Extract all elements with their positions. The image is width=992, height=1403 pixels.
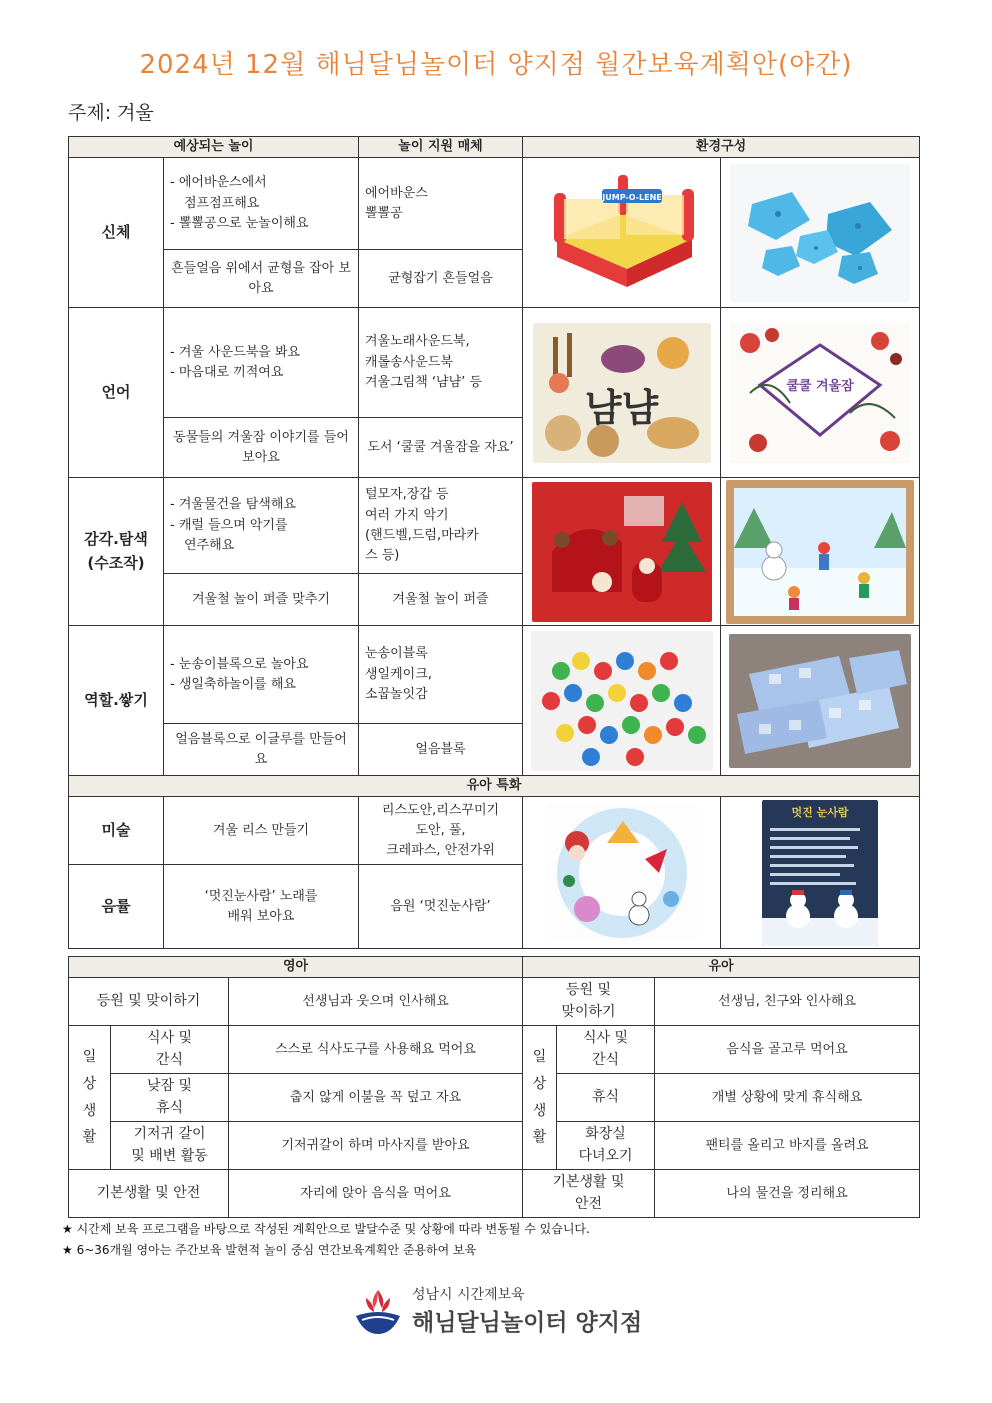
infant-header: 영아 [69,957,523,978]
music-play: ‘멋진눈사람’ 노래를 배워 보아요 [164,865,359,949]
toddler-basic-value: 나의 물건을 정리해요 [655,1170,920,1218]
infant-meal-label: 식사 및 간식 [111,1026,229,1074]
sensory-play1: - 겨울물건을 탐색해요 - 캐럴 들으며 악기를 연주해요 [164,478,359,574]
toddler-header: 유아 [523,957,920,978]
header-play: 예상되는 놀이 [69,137,359,158]
subject-label: 주제: 겨울 [68,102,154,124]
toddler-meal-value: 음식을 골고루 먹어요 [655,1026,920,1074]
daily-table [68,956,920,1218]
env-image-sleep-book [721,308,920,478]
role-media1: 눈송이블록 생일케이크, 소꿉놀잇감 [359,626,523,724]
infant-nap-label: 낮잠 및 휴식 [111,1074,229,1122]
infant-meal-value: 스스로 식사도구를 사용해요 먹어요 [229,1026,523,1074]
special-header: 유아 특화 [69,776,920,797]
category-art: 미술 [69,797,164,865]
logo-emblem-icon [352,1286,404,1338]
toddler-daily-side-label: 일 상 생 활 [523,1026,557,1170]
infant-arrival-value: 선생님과 웃으며 인사해요 [229,978,523,1026]
env-image-bounce-house [523,158,721,308]
category-music: 음률 [69,865,164,949]
role-media2: 얼음블록 [359,724,523,776]
category-sensory: 감각.탐색 (수조작) [69,478,164,626]
language-play2: 동물들의 겨울잠 이야기를 들어보아요 [164,418,359,478]
infant-diaper-value: 기저귀갈이 하며 마사지를 받아요 [229,1122,523,1170]
page-title: 2024년 12월 해님달님놀이터 양지점 월간보육계획안(야간) [139,50,853,80]
toddler-arrival-label: 등원 및 맞이하기 [523,978,655,1026]
infant-daily-side-label: 일 상 생 활 [69,1026,111,1170]
music-media: 음원 ‘멋진눈사람’ [359,865,523,949]
toddler-rest-label: 휴식 [557,1074,655,1122]
logo-name: 해님달님놀이터 양지점 [412,1310,643,1336]
env-image-snow-blocks [523,626,721,776]
header-env: 환경구성 [523,137,920,158]
env-image-snowman-poster [721,797,920,949]
poster-title: 멋진 눈사람 [791,805,849,819]
env-image-ice-blocks [721,626,920,776]
env-image-wreath [523,797,721,949]
infant-nap-value: 춥지 않게 이불을 꼭 덮고 자요 [229,1074,523,1122]
env-image-winter-puzzle [721,478,920,626]
bounce-house-label: JUMP-O-LENE [601,193,662,203]
env-image-snow-stones [721,158,920,308]
language-media2: 도서 ‘쿨쿨 겨울잠을 자요’ [359,418,523,478]
language-media1: 겨울노래사운드북, 캐롤송사운드북 겨울그림책 ‘냠냠’ 등 [359,308,523,418]
toddler-basic-label: 기본생활 및 안전 [523,1170,655,1218]
sensory-play2: 겨울철 놀이 퍼즐 맞추기 [164,574,359,626]
role-play2: 얼음블록으로 이글루를 만들어요 [164,724,359,776]
body-play2: 흔들얼음 위에서 균형을 잡아 보아요 [164,250,359,308]
infant-basic-label: 기본생활 및 안전 [69,1170,229,1218]
toddler-arrival-value: 선생님, 친구와 인사해요 [655,978,920,1026]
nyam-book-title: 냠냠 [584,385,659,430]
header-media: 놀이 지원 매체 [359,137,523,158]
sensory-media2: 겨울철 놀이 퍼즐 [359,574,523,626]
category-language: 언어 [69,308,164,478]
sensory-media1: 털모자,장갑 등 여러 가지 악기 (핸드벨,드럼,마라카 스 등) [359,478,523,574]
category-body: 신체 [69,158,164,308]
toddler-toilet-value: 팬티를 올리고 바지를 올려요 [655,1122,920,1170]
footnote-1: ★ 시간제 보육 프로그램을 바탕으로 작성된 계획안으로 발달수준 및 상황에 따라 변동될 수 있습니다. [62,1222,590,1236]
footnote-2: ★ 6~36개월 영아는 주간보육 발현적 놀이 중심 연간보육계획안 준용하여 보육 [62,1243,477,1257]
body-media2: 균형잡기 흔들얼음 [359,250,523,308]
body-play1: - 에어바운스에서 점프점프해요 - 뽈뽈공으로 눈놀이해요 [164,158,359,250]
toddler-meal-label: 식사 및 간식 [557,1026,655,1074]
language-play1: - 겨울 사운드북을 봐요 - 마음대로 끼적여요 [164,308,359,418]
logo-subtitle: 성남시 시간제보육 [412,1287,525,1303]
body-media1: 에어바운스 뽈뽈공 [359,158,523,250]
infant-basic-value: 자리에 앉아 음식을 먹어요 [229,1170,523,1218]
logo [352,1282,652,1342]
plan-table [68,136,920,949]
infant-diaper-label: 기저귀 갈이 및 배변 활동 [111,1122,229,1170]
env-image-winter-items [523,478,721,626]
env-image-nyam-book [523,308,721,478]
art-media: 리스도안,리스꾸미기 도안, 풀, 크레파스, 안전가위 [359,797,523,865]
art-play: 겨울 리스 만들기 [164,797,359,865]
sleep-book-title: 쿨쿨 겨울잠 [786,378,854,394]
toddler-toilet-label: 화장실 다녀오기 [557,1122,655,1170]
infant-arrival-label: 등원 및 맞이하기 [69,978,229,1026]
category-role: 역할.쌓기 [69,626,164,776]
role-play1: - 눈송이블록으로 놀아요 - 생일축하놀이를 해요 [164,626,359,724]
toddler-rest-value: 개별 상황에 맞게 휴식해요 [655,1074,920,1122]
